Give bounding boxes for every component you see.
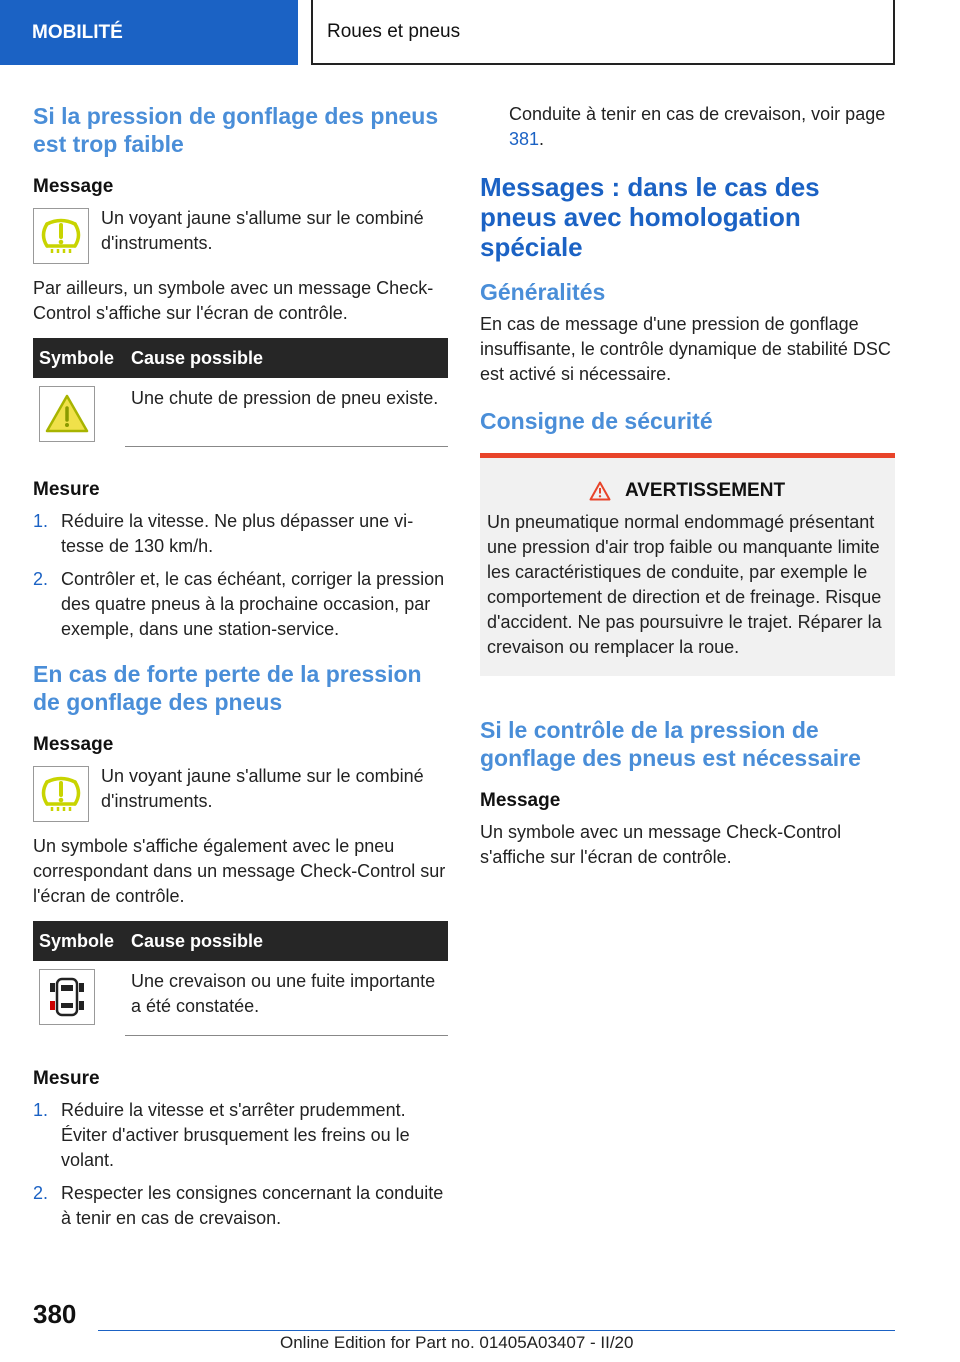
indicator-text: Un voyant jaune s'allume sur le combiné d'instruments. xyxy=(101,208,424,253)
steps-list xyxy=(33,1098,448,1231)
indicator-row xyxy=(33,206,448,264)
page-number: 380 xyxy=(33,1299,77,1329)
warning-box xyxy=(480,453,895,676)
section-heading-heavy-loss: En cas de forte perte de la pression de gonflage des pneus xyxy=(33,661,422,715)
right-column xyxy=(480,102,895,882)
col-header-cause: Cause possible xyxy=(125,921,448,961)
warning-label: AVERTISSEMENT xyxy=(624,480,786,501)
list-item xyxy=(33,1098,448,1173)
tire-pressure-warning-icon xyxy=(33,766,89,822)
tire-pressure-warning-icon xyxy=(33,208,89,264)
step-number: 1. xyxy=(33,1100,49,1120)
footer-divider xyxy=(98,1330,895,1331)
measure-heading: Mesure xyxy=(33,479,100,500)
step-number: 1. xyxy=(33,511,49,531)
left-column xyxy=(33,102,448,1249)
section-title: MOBILITÉ xyxy=(32,21,123,43)
warning-triangle-icon xyxy=(589,481,611,501)
indicator-row xyxy=(33,764,448,822)
message-heading: Message xyxy=(33,176,114,197)
chapter-title: Roues et pneus xyxy=(327,20,461,42)
edition-text: Online Edition for Part no. 01405A03407 - II/20 xyxy=(280,1333,634,1352)
warning-title xyxy=(487,480,887,502)
continuation-text xyxy=(480,102,895,152)
list-item xyxy=(33,1181,448,1231)
step-number: 2. xyxy=(33,1183,49,1203)
symbol-table xyxy=(33,921,448,1036)
table-row xyxy=(33,961,448,1036)
paragraph: Par ailleurs, un symbole avec un message Check-Control s'affiche sur l'écran de contrôle. xyxy=(33,278,434,323)
section-tab xyxy=(0,0,298,65)
safety-heading: Consigne de sécurité xyxy=(480,408,713,434)
indicator-text: Un voyant jaune s'allume sur le combiné d'instruments. xyxy=(101,766,424,811)
list-item xyxy=(33,509,448,559)
col-header-cause: Cause possible xyxy=(125,338,448,378)
message-heading: Message xyxy=(33,734,114,755)
chapter-header xyxy=(311,0,895,65)
step-number: 2. xyxy=(33,569,49,589)
measure-heading: Mesure xyxy=(33,1068,100,1089)
step-text: Réduire la vitesse et s'arrêter prudemment. Éviter d'activer brusquement les freins ou le volant. xyxy=(61,1100,410,1170)
chapter-heading: Messages : dans le cas des pneus avec homologation spéciale xyxy=(480,172,820,262)
general-text: En cas de message d'une pression de gonflage insuffisante, le contrôle dynamique de stabilité DSC est activé si nécessaire. xyxy=(480,314,891,384)
step-text: Respecter les consignes concernant la conduite à tenir en cas de crevaison. xyxy=(61,1183,444,1228)
table-row xyxy=(33,378,448,447)
continuation-end: . xyxy=(539,129,545,149)
symbol-table xyxy=(33,338,448,447)
continuation-body: Conduite à tenir en cas de crevaison, voir page xyxy=(509,104,886,124)
cause-cell: Une crevaison ou une fuite importante a été constatée. xyxy=(125,961,448,1036)
cause-cell: Une chute de pression de pneu existe. xyxy=(125,378,448,447)
paragraph: Un symbole s'affiche également avec le pneu correspondant dans un message Check-Control sur l'écran de contrôle. xyxy=(33,836,446,906)
message-heading: Message xyxy=(480,790,561,811)
section-heading-low-pressure: Si la pression de gonflage des pneus est trop faible xyxy=(33,103,439,157)
list-item xyxy=(33,567,448,642)
warning-text: Un pneumatique normal endommagé présentant une pression d'air trop faible ou manquante limite les caractéristiques de conduite, par exemple le comportement de direction et de freinage. Risque d'accident. Ne pas poursuivre le trajet. Réparer la crevaison ou remplacer la roue. xyxy=(487,512,882,657)
step-text: Réduire la vitesse. Ne plus dépasser une vitesse de 130 km/h. xyxy=(61,511,414,556)
col-header-symbol: Symbole xyxy=(33,338,125,378)
step-text: Contrôler et, le cas échéant, corriger la pression des quatre pneus à la prochaine occasion, par exemple, dans une station-service. xyxy=(61,569,445,639)
page-link[interactable]: 381 xyxy=(509,129,540,149)
car-flat-tire-icon xyxy=(39,969,95,1025)
check-heading: Si le contrôle de la pression de gonflage des pneus est nécessaire xyxy=(480,717,861,771)
steps-list xyxy=(33,509,448,642)
warning-triangle-icon xyxy=(39,386,95,442)
general-heading: Généralités xyxy=(480,279,606,305)
check-text: Un symbole avec un message Check-Control s'affiche sur l'écran de contrôle. xyxy=(480,822,842,867)
col-header-symbol: Symbole xyxy=(33,921,125,961)
